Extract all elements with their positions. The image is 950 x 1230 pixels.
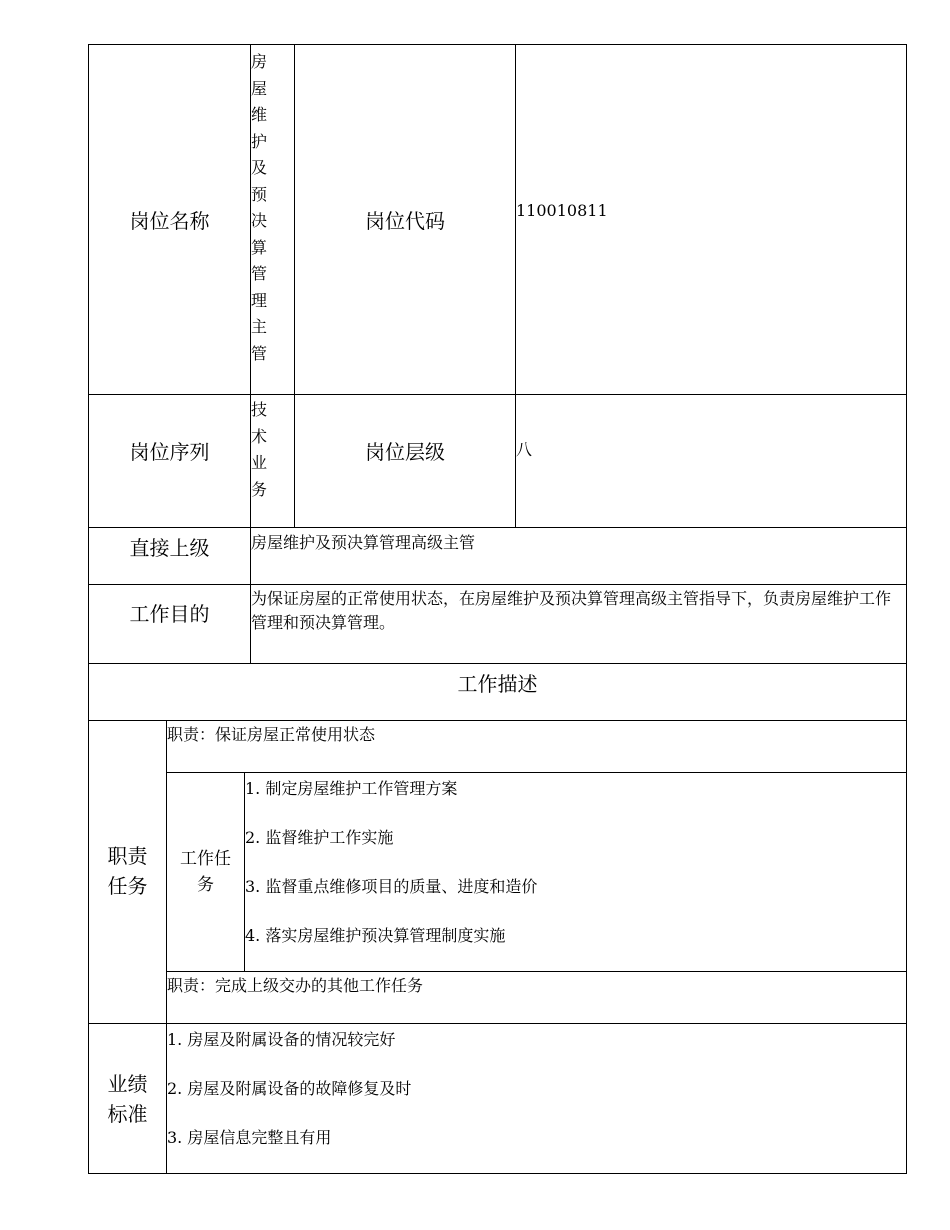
performance-item: 2. 房屋及附属设备的故障修复及时: [167, 1079, 412, 1098]
position-name-value: 房屋维护及预决算管理主管: [251, 52, 268, 363]
job-description-table: [88, 44, 907, 1174]
performance-item: 1. 房屋及附属设备的情况较完好: [167, 1030, 396, 1049]
task-item: 4. 落实房屋维护预决算管理制度实施: [245, 926, 506, 945]
tasks-label: [167, 773, 244, 971]
task-item: 3. 监督重点维修项目的质量、进度和造价: [245, 877, 538, 896]
position-level-value: 八: [516, 440, 533, 459]
task-item: 1. 制定房屋维护工作管理方案: [245, 779, 458, 798]
performance-label: [89, 1024, 166, 1174]
row-divider: [89, 1023, 906, 1024]
work-purpose-label: 工作目的: [129, 602, 210, 626]
work-purpose-value: 为保证房屋的正常使用状态，在房屋维护及预决算管理高级主管指导下，负责房屋维护工作管理和预决算管理。: [251, 589, 892, 632]
position-name-label: 岗位名称: [129, 209, 210, 233]
performance-item: 3. 房屋信息完整且有用: [167, 1128, 332, 1147]
position-series-value: 技术业务: [251, 400, 268, 499]
duty-2: 职责：完成上级交办的其他工作任务: [167, 976, 424, 995]
duties-label: [89, 721, 166, 1021]
row-divider: [166, 772, 906, 773]
position-series-label: 岗位序列: [129, 439, 210, 464]
duties-label-text: 职责任务: [107, 844, 148, 898]
performance-label-text: 业绩标准: [107, 1072, 148, 1126]
position-code-label: 岗位代码: [365, 209, 445, 233]
direct-superior-value: 房屋维护及预决算管理高级主管: [251, 533, 476, 552]
direct-superior-label: 直接上级: [129, 535, 210, 560]
position-level-label: 岗位层级: [365, 439, 445, 464]
task-item: 2. 监督维护工作实施: [245, 828, 394, 847]
row-divider: [89, 720, 906, 721]
duty-1: 职责：保证房屋正常使用状态: [167, 725, 376, 744]
position-code-value: 110010811: [516, 201, 608, 220]
work-description-title: 工作描述: [457, 671, 538, 696]
tasks-label-text: 工作任务: [180, 849, 231, 895]
row-divider: [166, 971, 906, 972]
